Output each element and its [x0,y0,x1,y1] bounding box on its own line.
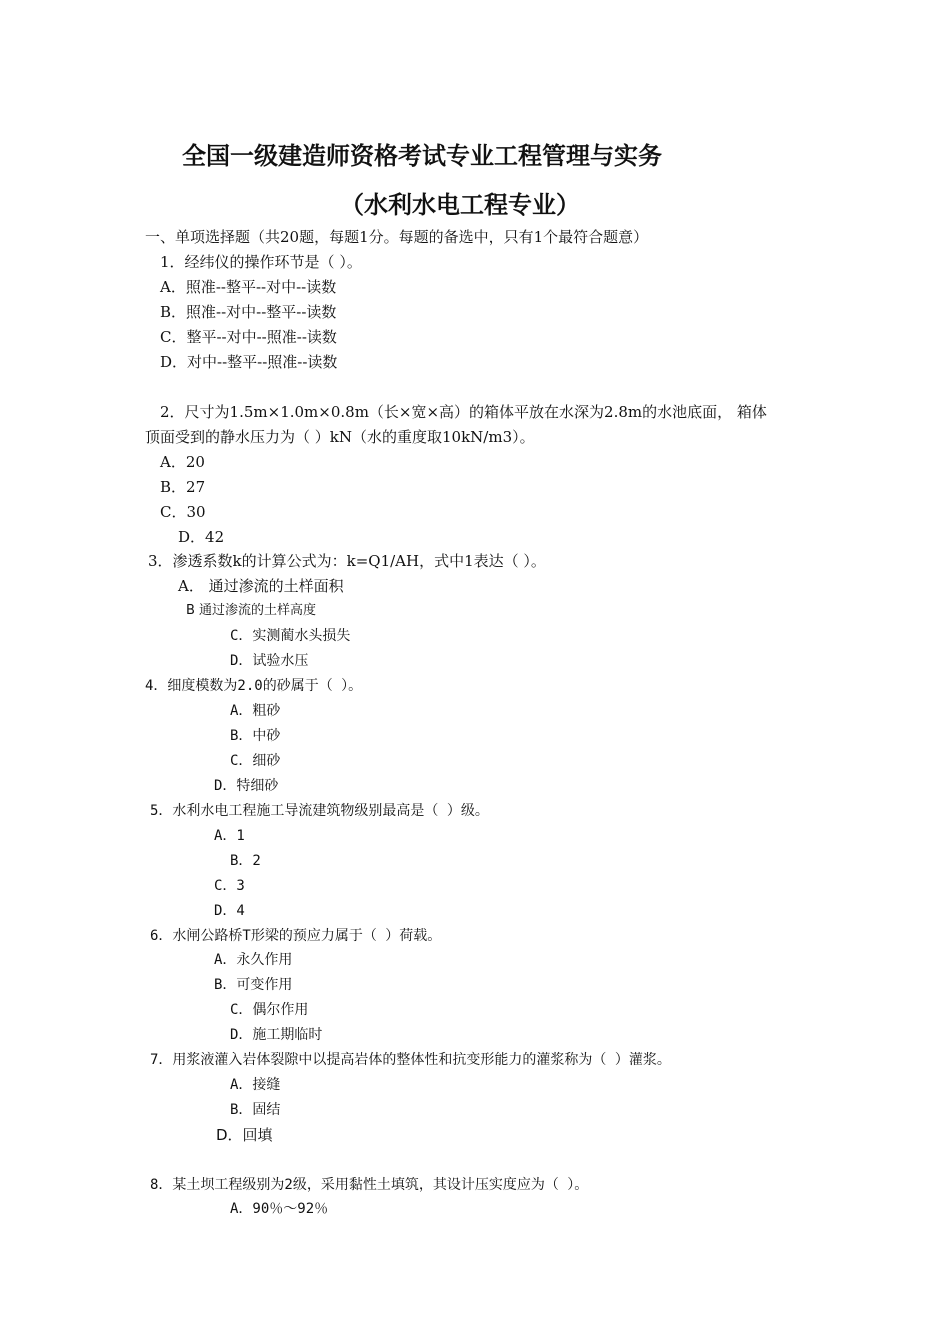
question-option: C．细砂 [230,753,281,769]
question-option: B．中砂 [230,728,281,744]
question-option: D．施工期临时 [230,1027,323,1043]
question-option: C．实测蔺水头损失 [230,628,351,644]
question-option: B 通过渗流的土样高度 [186,603,317,618]
question-stem-continued: 顶面受到的静水压力为（ ）kN（水的重度取10kN/m3）。 [145,428,535,446]
question-option: A．粗砂 [230,703,281,719]
question-option: B．可变作用 [214,977,293,993]
question-option: A．90％～92％ [230,1201,329,1217]
question-stem: 8．某土坝工程级别为2级，采用黏性土填筑，其设计压实度应为（ ）。 [150,1177,589,1193]
question-option: C．偶尔作用 [230,1002,309,1018]
question-option: C．整平--对中--照准--读数 [160,328,337,346]
question-option: A．照准--整平--对中--读数 [160,278,337,296]
question-option: B．27 [160,478,206,496]
question-option: A．20 [160,453,205,471]
question-option: D．42 [178,528,225,546]
question-option: B．2 [230,853,261,869]
question-stem: 2．尺寸为1.5m×1.0m×0.8m（长×宽×高）的箱体平放在水深为2.8m的水池底面， 箱体 [160,403,767,421]
question-option: A． 通过渗流的土样面积 [178,577,344,595]
question-option: A．1 [214,828,245,844]
question-stem: 3．渗透系数k的计算公式为：k=Q1/AH，式中1表达（ ）。 [148,552,546,570]
question-stem: 1．经纬仪的操作环节是（ ）。 [160,253,362,271]
question-stem: 6．水闸公路桥T形梁的预应力属于（ ）荷载。 [150,928,442,944]
question-stem: 7．用浆液灌入岩体裂隙中以提高岩体的整体性和抗变形能力的灌浆称为（ ）灌浆。 [150,1052,671,1068]
document-subtitle: （水利水电工程专业） [340,190,580,219]
question-option: D．回填 [216,1126,273,1144]
question-option: B．照准--对中--整平--读数 [160,303,337,321]
question-option: B．固结 [230,1102,281,1118]
question-option: C．30 [160,503,206,521]
question-option: D．对中--整平--照准--读数 [160,353,338,371]
question-stem: 4．细度模数为2.0的砂属于（ ）。 [145,678,363,694]
section-heading: 一、单项选择题（共20题，每题1分。每题的备选中，只有1个最符合题意） [145,228,649,246]
question-option: A．接缝 [230,1077,281,1093]
question-option: A．永久作用 [214,952,293,968]
document-title: 全国一级建造师资格考试专业工程管理与实务 [182,141,662,170]
question-stem: 5．水利水电工程施工导流建筑物级别最高是（ ）级。 [150,803,489,819]
question-option: C．3 [214,878,245,894]
question-option: D．4 [214,903,245,919]
question-option: D．试验水压 [230,653,309,669]
question-option: D．特细砂 [214,778,279,794]
